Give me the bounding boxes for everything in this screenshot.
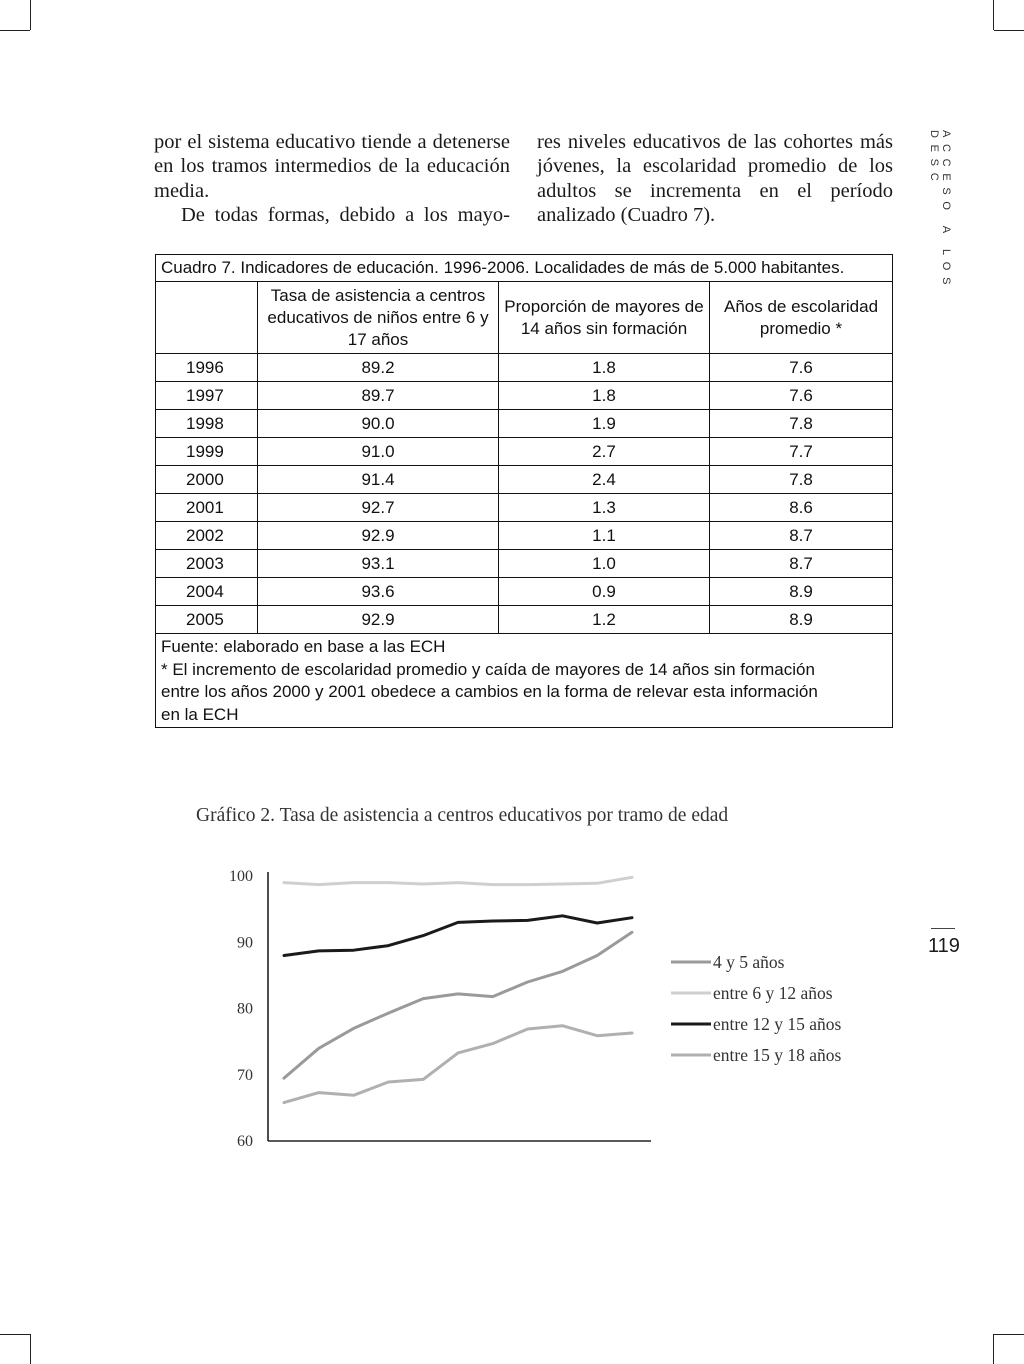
series-line-1 xyxy=(284,932,632,1078)
table-cell: 93.6 xyxy=(258,578,499,606)
year-cell: 2003 xyxy=(156,550,258,578)
year-cell: 1999 xyxy=(156,438,258,466)
paragraph: por el sistema educativo tiende a detenerse en los tramos intermedios de la educación media. xyxy=(154,131,510,202)
legend-label: entre 6 y 12 años xyxy=(713,983,833,1003)
legend-label: 4 y 5 años xyxy=(713,952,785,972)
table-footnote-line: entre los años 2000 y 2001 obedece a cambios en la forma de relevar esta información xyxy=(161,682,818,701)
year-cell: 1997 xyxy=(156,382,258,410)
legend-label: entre 15 y 18 años xyxy=(713,1045,842,1065)
table-cell: 91.4 xyxy=(258,466,499,494)
legend-label: entre 12 y 15 años xyxy=(713,1014,842,1034)
table-header-cell: Proporción de mayores de 14 años sin formación xyxy=(499,282,710,354)
table-cell: 1.8 xyxy=(499,354,710,382)
table-cell: 7.8 xyxy=(710,410,893,438)
table-cell: 7.7 xyxy=(710,438,893,466)
paragraph: res niveles educativos de las cohortes más jóvenes, la escolaridad promedio de los adultos se incrementa en el período analizado (Cuadro 7). xyxy=(537,131,893,226)
table-cell: 89.7 xyxy=(258,382,499,410)
table-cell: 2.7 xyxy=(499,438,710,466)
page-number: 119 xyxy=(928,935,960,957)
year-cell: 2002 xyxy=(156,522,258,550)
table-footnote-line: * El incremento de escolaridad promedio y caída de mayores de 14 años sin formación xyxy=(161,659,815,679)
paragraph: De todas formas, debido a los mayo- xyxy=(181,203,510,226)
table-cell: 1.1 xyxy=(499,522,710,550)
y-tick-label: 60 xyxy=(237,1133,253,1150)
table-cell: 89.2 xyxy=(258,354,499,382)
series-line-3 xyxy=(284,916,632,956)
table-cell: 7.6 xyxy=(710,354,893,382)
running-header: ACCESO A LOS DESC xyxy=(928,130,952,292)
table-cell: 90.0 xyxy=(258,410,499,438)
table-cell: 8.6 xyxy=(710,494,893,522)
table-cell: 1.9 xyxy=(499,410,710,438)
table-cell: 8.9 xyxy=(710,578,893,606)
table-footnote-line: en la ECH xyxy=(161,704,239,724)
y-tick-label: 90 xyxy=(237,934,253,952)
table-cell: 8.7 xyxy=(710,522,893,550)
table-caption: Cuadro 7. Indicadores de educación. 1996-2006. Localidades de más de 5.000 habitantes. xyxy=(156,255,893,282)
year-cell: 1996 xyxy=(156,354,258,382)
year-cell: 2005 xyxy=(156,606,258,634)
table-cell: 2.4 xyxy=(499,466,710,494)
y-tick-label: 100 xyxy=(229,868,253,885)
table-cell: 7.8 xyxy=(710,466,893,494)
table-cell: 1.0 xyxy=(499,550,710,578)
series-line-2 xyxy=(284,877,632,884)
chart-title: Gráfico 2. Tasa de asistencia a centros educativos por tramo de edad xyxy=(196,805,729,826)
table-cell: 92.7 xyxy=(258,494,499,522)
table-cell: 8.7 xyxy=(710,550,893,578)
year-cell: 1998 xyxy=(156,410,258,438)
table-cell: 93.1 xyxy=(258,550,499,578)
table-cell: 1.3 xyxy=(499,494,710,522)
table-header-cell: Años de escolaridad promedio * xyxy=(710,282,893,354)
table-header-cell: Tasa de asistencia a centros educativos de niños entre 6 y 17 años xyxy=(258,282,499,354)
table-cell: 92.9 xyxy=(258,606,499,634)
table-cell: 7.6 xyxy=(710,382,893,410)
table-cell: 0.9 xyxy=(499,578,710,606)
year-cell: 2001 xyxy=(156,494,258,522)
table-source-note: Fuente: elaborado en base a las ECH xyxy=(161,637,446,656)
year-cell: 2004 xyxy=(156,578,258,606)
table-cell: 1.8 xyxy=(499,382,710,410)
y-tick-label: 80 xyxy=(237,1000,253,1018)
table-cell: 8.9 xyxy=(710,606,893,634)
table-cell: 1.2 xyxy=(499,606,710,634)
year-cell: 2000 xyxy=(156,466,258,494)
y-tick-label: 70 xyxy=(237,1066,253,1084)
table-cell: 91.0 xyxy=(258,438,499,466)
table-cell: 92.9 xyxy=(258,522,499,550)
